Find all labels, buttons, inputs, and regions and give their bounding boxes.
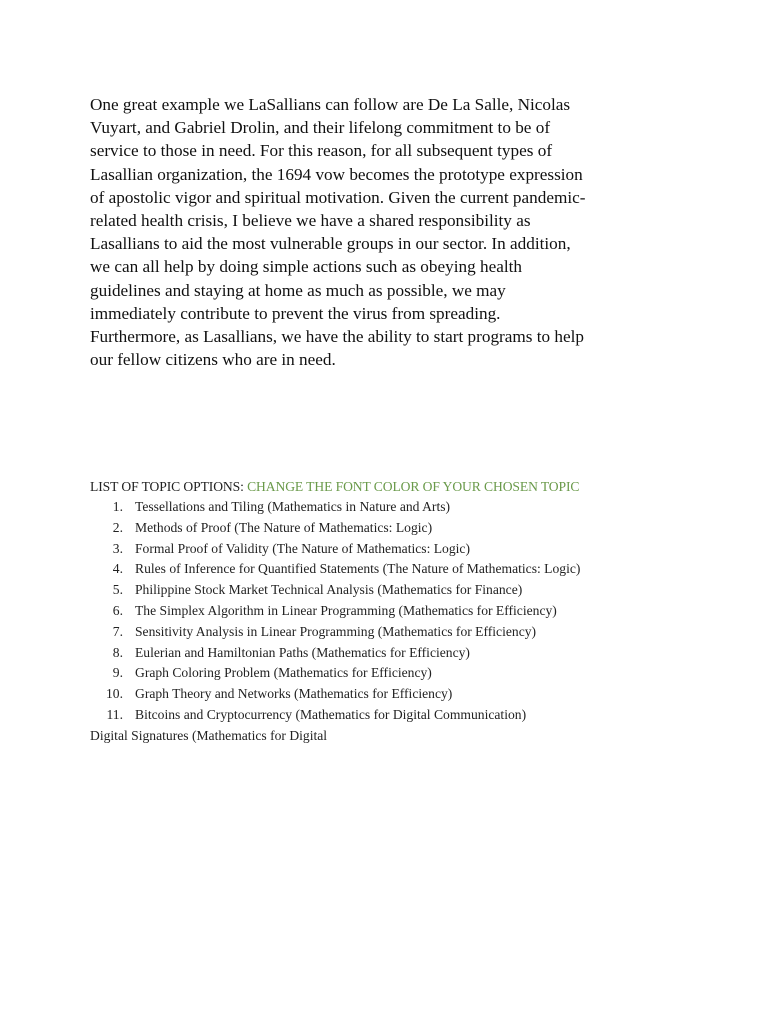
topic-text: The Simplex Algorithm in Linear Programming (Mathematics for Efficiency) xyxy=(135,602,557,618)
essay-line: our fellow citizens who are in need. xyxy=(90,350,336,370)
topic-heading-instruction: CHANGE THE FONT COLOR OF YOUR CHOSEN TOPIC xyxy=(247,479,580,494)
topic-item xyxy=(90,643,730,664)
topic-text: Eulerian and Hamiltonian Paths (Mathematics for Efficiency) xyxy=(135,644,470,660)
topic-number: 4. xyxy=(112,561,123,577)
topic-item xyxy=(90,580,730,601)
topic-number: 10. xyxy=(106,686,123,702)
topic-text: Graph Coloring Problem (Mathematics for Efficiency) xyxy=(135,665,432,681)
essay-line: related health crisis, I believe we have a shared responsibility as xyxy=(90,211,531,231)
essay-line: Vuyart, and Gabriel Drolin, and their lifelong commitment to be of xyxy=(90,118,551,138)
topic-text: Bitcoins and Cryptocurrency (Mathematics for Digital Communication) xyxy=(135,706,527,722)
essay-line: immediately contribute to prevent the virus from spreading. xyxy=(90,303,501,323)
essay-line: One great example we LaSallians can follow are De La Salle, Nicolas xyxy=(90,95,571,114)
essay-line: we can all help by doing simple actions such as obeying health xyxy=(90,257,522,277)
essay-line: Lasallian organization, the 1694 vow becomes the prototype expression xyxy=(90,164,583,184)
topic-item xyxy=(90,497,730,518)
topic-number: 7. xyxy=(112,623,123,639)
essay-line: Lasallians to aid the most vulnerable groups in our sector. In addition, xyxy=(90,234,571,254)
topic-options-section xyxy=(90,477,730,747)
topic-options-heading xyxy=(90,477,730,497)
essay-line: service to those in need. For this reason, for all subsequent types of xyxy=(90,141,553,161)
topic-number: 6. xyxy=(112,602,123,618)
topic-item xyxy=(90,539,730,560)
topic-text: Philippine Stock Market Technical Analysis (Mathematics for Finance) xyxy=(135,582,523,598)
topic-number: 3. xyxy=(112,540,123,556)
essay-line: of apostolic vigor and spiritual motivation. Given the current pandemic- xyxy=(90,187,586,207)
topic-number: 2. xyxy=(112,519,123,535)
topic-item xyxy=(90,559,730,580)
topic-number: 11. xyxy=(106,706,123,722)
topic-item xyxy=(90,684,730,705)
topic-item xyxy=(90,705,730,726)
topic-text: Sensitivity Analysis in Linear Programming (Mathematics for Efficiency) xyxy=(135,623,537,639)
topic-number: 5. xyxy=(112,582,123,598)
trailing-topic-text: Digital Signatures (Mathematics for Digital xyxy=(90,727,328,743)
topic-number: 9. xyxy=(112,665,123,681)
essay-line: Furthermore, as Lasallians, we have the ability to start programs to help xyxy=(90,327,585,347)
topic-text: Formal Proof of Validity (The Nature of Mathematics: Logic) xyxy=(135,540,470,556)
topic-text: Rules of Inference for Quantified Statements (The Nature of Mathematics: Logic) xyxy=(135,561,581,577)
essay-line: guidelines and staying at home as much as possible, we may xyxy=(90,280,506,300)
topic-heading-prefix: LIST OF TOPIC OPTIONS: xyxy=(90,479,248,494)
topic-item xyxy=(90,663,730,684)
essay-paragraph xyxy=(90,93,680,371)
topic-list xyxy=(90,497,730,726)
topic-text: Tessellations and Tiling (Mathematics in Nature and Arts) xyxy=(135,499,451,514)
topic-item xyxy=(90,518,730,539)
topic-text: Graph Theory and Networks (Mathematics for Efficiency) xyxy=(135,686,453,702)
topic-text: Methods of Proof (The Nature of Mathematics: Logic) xyxy=(135,519,433,535)
topic-item xyxy=(90,622,730,643)
topic-number: 8. xyxy=(112,644,123,660)
topic-number: 1. xyxy=(112,499,123,514)
topic-item xyxy=(90,601,730,622)
